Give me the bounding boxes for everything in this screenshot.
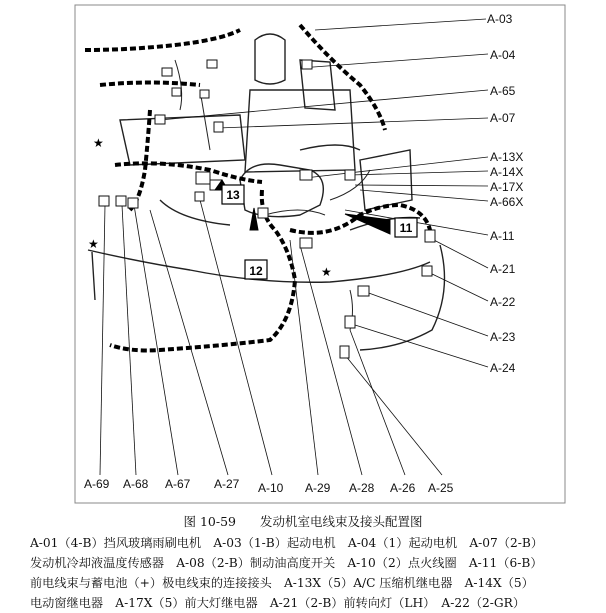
- legend-line: A-01（4-B）挡风玻璃雨刷电机 A-03（1-B）起动电机 A-04（1）起动电机 A-07（2-B）: [30, 536, 544, 550]
- label-a-22: A-22: [490, 295, 516, 309]
- callout-12-pointer: [250, 208, 258, 230]
- svg-text:12: 12: [249, 264, 263, 278]
- harness-runs: [85, 25, 430, 350]
- label-a-03: A-03: [487, 12, 513, 26]
- label-a-14x: A-14X: [490, 165, 524, 179]
- ground-star-icon: ★: [93, 136, 104, 150]
- leader-lines: [100, 19, 488, 475]
- figure-number: 图 10-59: [183, 514, 236, 529]
- ground-star-icon: ★: [88, 237, 99, 251]
- legend-line: 电动窗继电器 A-17X（5）前大灯继电器 A-21（2-B）前转向灯（LH） A-22（2-GR）: [30, 596, 526, 610]
- label-a-23: A-23: [490, 330, 516, 344]
- label-a-17x: A-17X: [490, 180, 524, 194]
- label-a-21: A-21: [490, 262, 516, 276]
- label-a-69: A-69: [84, 477, 110, 491]
- svg-text:11: 11: [399, 221, 413, 235]
- label-a-68: A-68: [123, 477, 149, 491]
- connectors: [99, 60, 435, 358]
- diagram-frame: [75, 5, 565, 503]
- label-a-29: A-29: [305, 481, 331, 495]
- label-a-07: A-07: [490, 111, 516, 125]
- ground-star-icon: ★: [321, 265, 332, 279]
- label-a-25: A-25: [428, 481, 454, 495]
- right-labels: [487, 12, 523, 375]
- figure-caption: [0, 512, 606, 530]
- label-a-10: A-10: [258, 481, 284, 495]
- callout-11: [395, 218, 417, 237]
- figure-title: 发动机室电线束及接头配置图: [259, 514, 423, 529]
- label-a-67: A-67: [165, 477, 191, 491]
- callout-13: [222, 185, 244, 204]
- label-a-26: A-26: [390, 481, 416, 495]
- label-a-28: A-28: [349, 481, 375, 495]
- callout-12: [245, 260, 267, 279]
- label-a-24: A-24: [490, 361, 516, 375]
- svg-text:13: 13: [226, 188, 240, 202]
- legend-line: 前电线束与蓄电池（+）极电线束的连接接头 A-13X（5）A/C 压缩机继电器 A-14X（5）: [30, 576, 534, 590]
- legend-text: [30, 533, 600, 613]
- label-a-27: A-27: [214, 477, 240, 491]
- label-a-04: A-04: [490, 48, 516, 62]
- label-a-13x: A-13X: [490, 150, 524, 164]
- bottom-labels: [84, 477, 454, 495]
- label-a-66x: A-66X: [490, 195, 524, 209]
- label-a-65: A-65: [490, 84, 516, 98]
- label-a-11: A-11: [490, 229, 515, 243]
- legend-line: 发动机冷却液温度传感器 A-08（2-B）制动油高度开关 A-10（2）点火线圈 A-11（6-B）: [30, 556, 543, 570]
